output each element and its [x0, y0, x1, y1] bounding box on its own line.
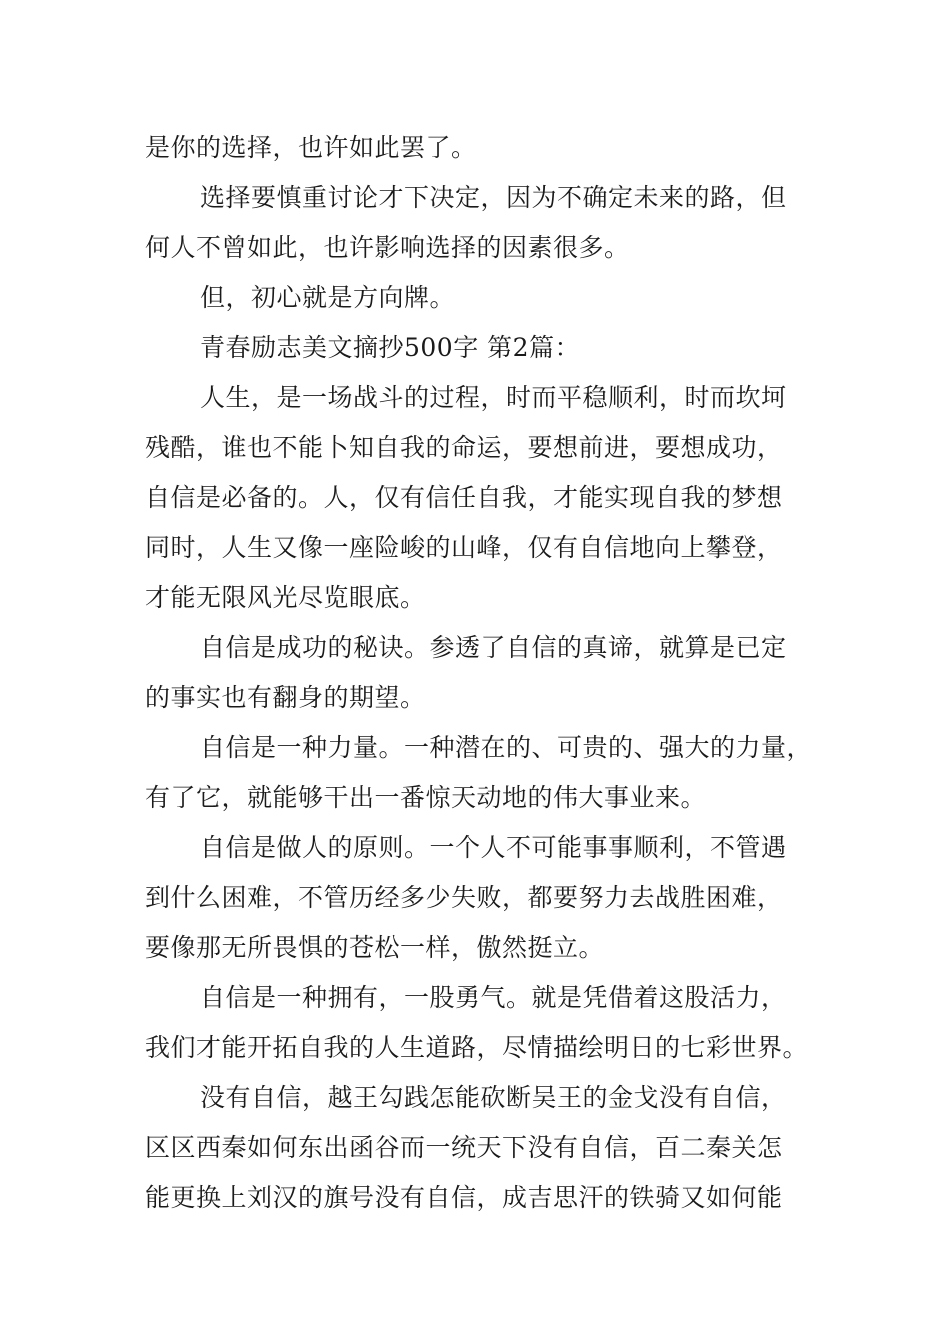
text-line: 自信是成功的秘诀。参透了自信的真谛，就算是已定 [200, 633, 787, 662]
text-line: 自信是一种拥有，一股勇气。就是凭借着这股活力， [200, 983, 787, 1012]
text-line: 区区西秦如何东出函谷而一统天下没有自信，百二秦关怎 [145, 1133, 783, 1162]
text-line: 残酷，谁也不能卜知自我的命运，要想前进，要想成功， [145, 433, 783, 462]
text-line: 有了它，就能够干出一番惊天动地的伟大事业来。 [145, 783, 707, 812]
text-line: 能更换上刘汉的旗号没有自信，成吉思汗的铁骑又如何能 [145, 1183, 783, 1212]
text-line: 没有自信，越王勾践怎能砍断吴王的金戈没有自信， [200, 1083, 787, 1112]
text-line: 到什么困难，不管历经多少失败，都要努力去战胜困难， [145, 883, 783, 912]
text-line: 选择要慎重讨论才下决定，因为不确定未来的路，但 [200, 183, 787, 212]
text-line: 自信是必备的。人，仅有信任自我，才能实现自我的梦想 [145, 483, 783, 512]
text-line: 自信是做人的原则。一个人不可能事事顺利，不管遇 [200, 833, 787, 862]
text-line: 我们才能开拓自我的人生道路，尽情描绘明日的七彩世界。 [145, 1033, 809, 1062]
text-line: 人生，是一场战斗的过程，时而平稳顺利，时而坎坷 [200, 383, 787, 412]
text-line: 才能无限风光尽览眼底。 [145, 583, 426, 612]
text-line: 要像那无所畏惧的苍松一样，傲然挺立。 [145, 933, 605, 962]
text-line: 何人不曾如此，也许影响选择的因素很多。 [145, 233, 630, 262]
text-line: 但，初心就是方向牌。 [200, 283, 456, 312]
text-line: 同时，人生又像一座险峻的山峰，仅有自信地向上攀登， [145, 533, 783, 562]
text-line: 的事实也有翻身的期望。 [145, 683, 426, 712]
section-heading: 青春励志美文摘抄500字 第2篇： [200, 333, 581, 362]
text-line: 是你的选择，也许如此罢了。 [145, 133, 477, 162]
text-line: 自信是一种力量。一种潜在的、可贵的、强大的力量， [200, 733, 813, 762]
